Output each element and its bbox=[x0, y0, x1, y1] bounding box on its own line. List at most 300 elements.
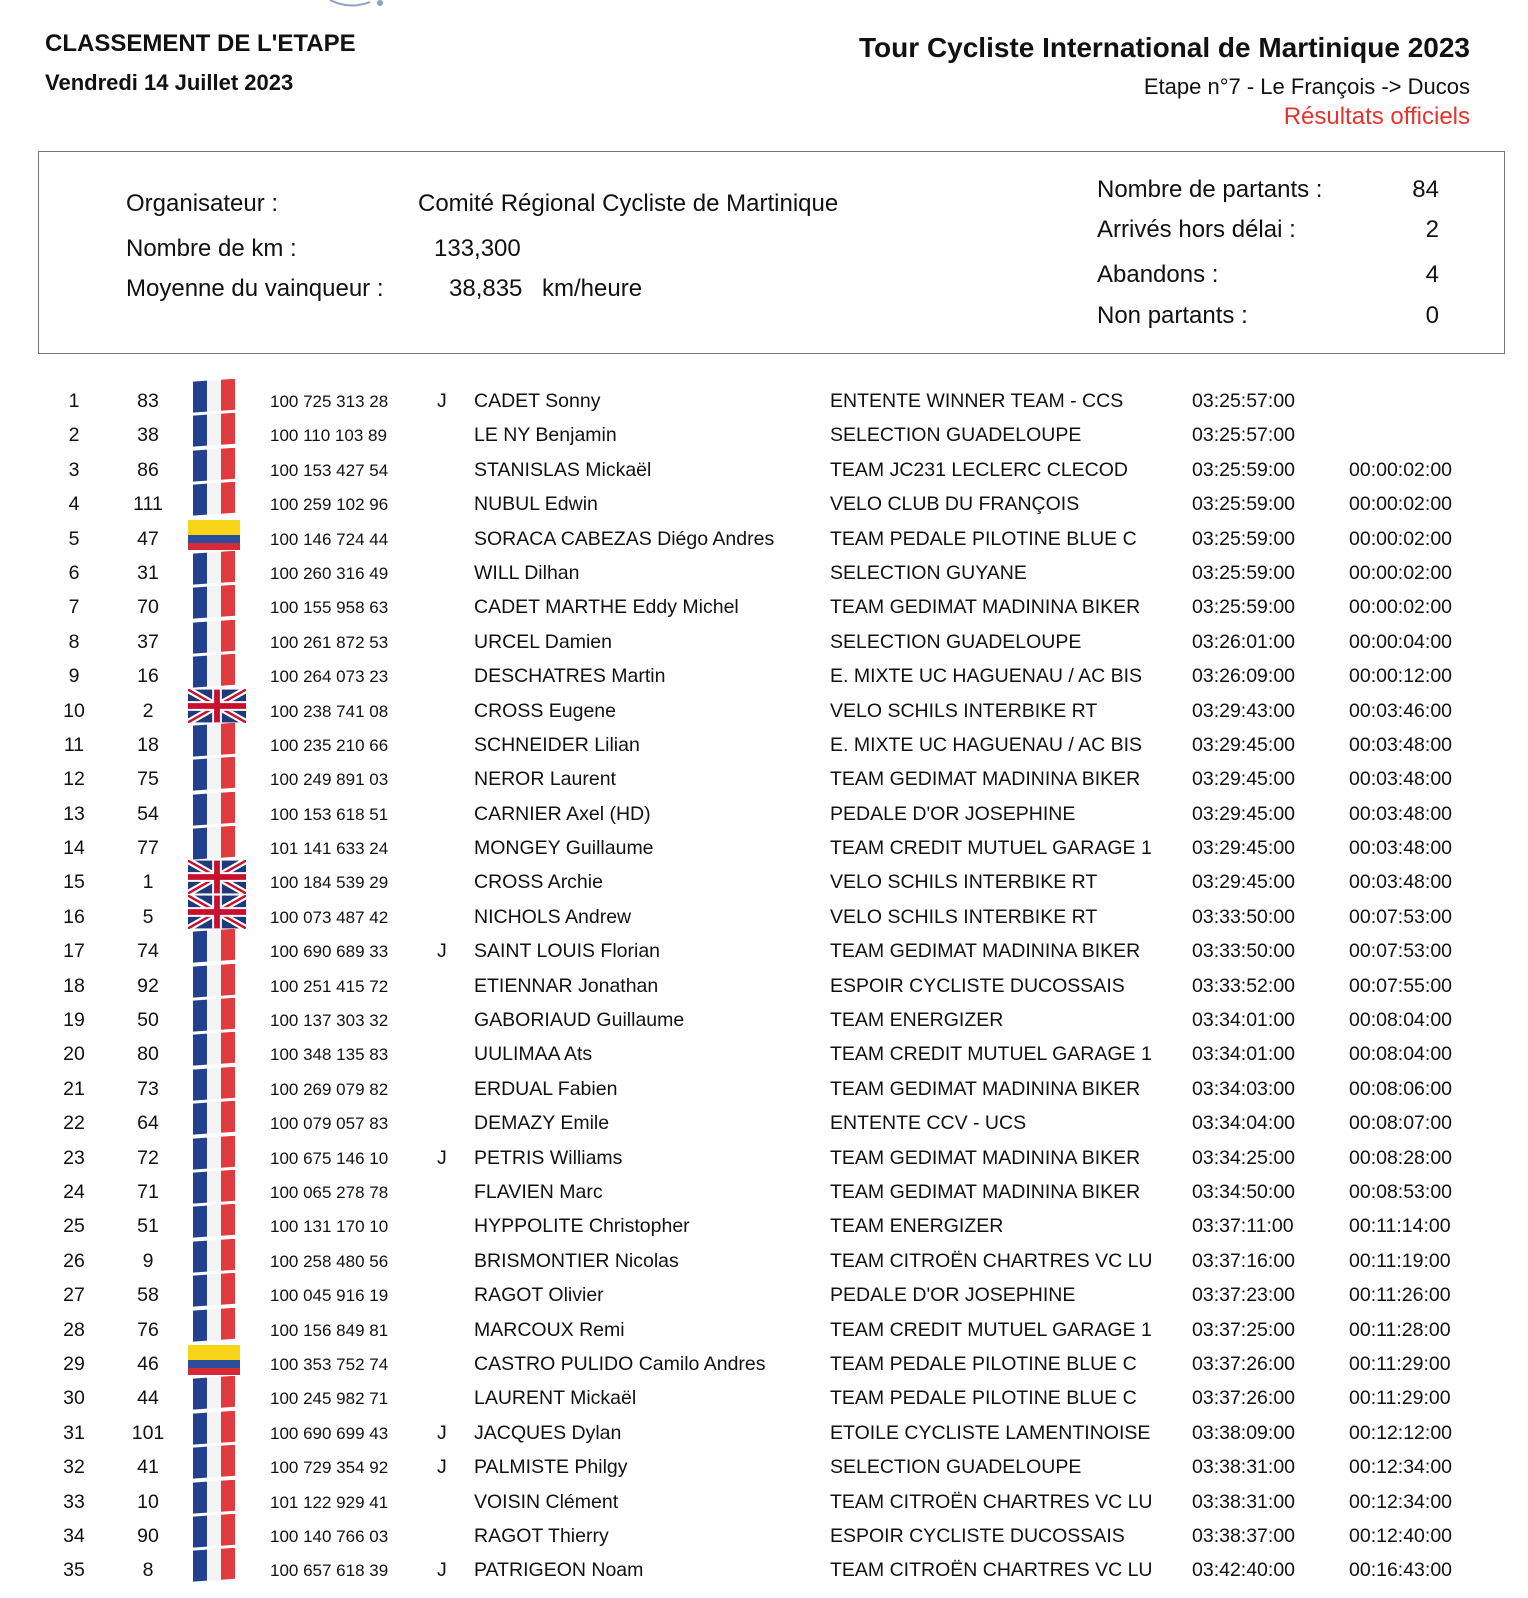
bib-cell: 80 bbox=[137, 1043, 159, 1066]
team-cell: VELO SCHILS INTERBIKE RT bbox=[830, 699, 1098, 722]
time-cell: 03:25:57:00 bbox=[1192, 390, 1296, 412]
time-cell: 03:34:04:00 bbox=[1192, 1112, 1296, 1135]
rider-name-cell: LAURENT Mickaël bbox=[474, 1387, 637, 1410]
flag-france-icon bbox=[188, 1204, 240, 1238]
team-cell: TEAM GEDIMAT MADININA BIKER bbox=[830, 940, 1141, 963]
rank-cell: 12 bbox=[63, 768, 85, 791]
flag-france-icon bbox=[188, 929, 240, 963]
flag-france-icon bbox=[188, 1239, 240, 1273]
bib-cell: 8 bbox=[142, 1559, 154, 1582]
license-cell: 100 045 916 19 bbox=[270, 1286, 389, 1306]
ranking-title: CLASSEMENT DE L'ETAPE bbox=[45, 30, 356, 57]
rider-name-cell: CROSS Archie bbox=[474, 871, 603, 894]
rank-cell: 9 bbox=[68, 665, 80, 688]
bib-cell: 18 bbox=[137, 733, 159, 756]
team-cell: SELECTION GUADELOUPE bbox=[830, 1456, 1082, 1479]
team-cell: ESPOIR CYCLISTE DUCOSSAIS bbox=[830, 1524, 1125, 1547]
rank-cell: 2 bbox=[68, 424, 80, 447]
bib-cell: 76 bbox=[137, 1318, 159, 1341]
flag-france-icon bbox=[188, 757, 240, 791]
bib-cell: 31 bbox=[137, 561, 159, 584]
bib-cell: 51 bbox=[137, 1215, 159, 1238]
rider-name-cell: MONGEY Guillaume bbox=[474, 837, 654, 860]
rider-name-cell: URCEL Damien bbox=[474, 630, 612, 653]
race-title: Tour Cycliste International de Martinique 2023 bbox=[859, 32, 1470, 63]
license-cell: 100 249 891 03 bbox=[270, 770, 389, 790]
gap-cell: 00:03:48:00 bbox=[1349, 871, 1453, 894]
gap-cell: 00:03:48:00 bbox=[1349, 768, 1453, 791]
gap-cell: 00:03:46:00 bbox=[1349, 699, 1453, 722]
rank-cell: 22 bbox=[63, 1112, 85, 1135]
rider-name-cell: NEROR Laurent bbox=[474, 768, 616, 791]
license-cell: 100 690 699 43 bbox=[270, 1423, 389, 1443]
flag-france-icon bbox=[188, 964, 240, 998]
rider-name-cell: RAGOT Olivier bbox=[474, 1284, 604, 1307]
time-cell: 03:33:50:00 bbox=[1192, 940, 1296, 963]
abandons-value: 4 bbox=[1425, 261, 1439, 288]
rank-cell: 8 bbox=[68, 630, 80, 653]
rank-cell: 25 bbox=[63, 1215, 85, 1238]
license-cell: 100 251 415 72 bbox=[270, 976, 389, 996]
team-cell: TEAM GEDIMAT MADININA BIKER bbox=[830, 1146, 1141, 1169]
rank-cell: 31 bbox=[63, 1421, 85, 1444]
rider-name-cell: DEMAZY Emile bbox=[474, 1112, 610, 1135]
rider-name-cell: SORACA CABEZAS Diégo Andres bbox=[474, 527, 775, 550]
time-cell: 03:25:59:00 bbox=[1192, 527, 1296, 550]
license-cell: 100 140 766 03 bbox=[270, 1526, 389, 1546]
stage-date: Vendredi 14 Juillet 2023 bbox=[45, 70, 294, 95]
time-cell: 03:34:50:00 bbox=[1192, 1180, 1296, 1203]
rank-cell: 4 bbox=[68, 493, 80, 516]
time-cell: 03:37:25:00 bbox=[1192, 1318, 1296, 1341]
gap-cell: 00:12:40:00 bbox=[1349, 1524, 1453, 1547]
team-cell: PEDALE D'OR JOSEPHINE bbox=[830, 1284, 1076, 1307]
gap-cell: 00:11:29:00 bbox=[1349, 1352, 1451, 1375]
bib-cell: 2 bbox=[142, 699, 154, 722]
gap-cell: 00:08:04:00 bbox=[1349, 1043, 1453, 1066]
rider-name-cell: PALMISTE Philgy bbox=[474, 1456, 628, 1479]
team-cell: TEAM ENERGIZER bbox=[830, 1009, 1004, 1032]
team-cell: TEAM CREDIT MUTUEL GARAGE 1 bbox=[830, 1318, 1152, 1341]
time-cell: 03:34:01:00 bbox=[1192, 1009, 1296, 1032]
flag-france-icon bbox=[188, 1032, 240, 1066]
team-cell: TEAM CITROËN CHARTRES VC LU bbox=[830, 1490, 1153, 1513]
license-cell: 100 131 170 10 bbox=[270, 1217, 389, 1237]
flag-france-icon bbox=[188, 620, 240, 654]
gap-cell: 00:11:14:00 bbox=[1349, 1215, 1451, 1238]
team-cell: TEAM CREDIT MUTUEL GARAGE 1 bbox=[830, 1043, 1152, 1066]
time-cell: 03:25:59:00 bbox=[1192, 493, 1296, 516]
gap-cell: 00:00:04:00 bbox=[1349, 630, 1453, 653]
starters-label: Nombre de partants : bbox=[1097, 176, 1323, 203]
flag-uk-icon bbox=[188, 689, 240, 723]
bib-cell: 77 bbox=[137, 837, 159, 860]
time-cell: 03:29:45:00 bbox=[1192, 837, 1296, 860]
bib-cell: 70 bbox=[137, 596, 159, 619]
flag-france-icon bbox=[188, 482, 240, 516]
gap-cell: 00:07:53:00 bbox=[1349, 940, 1453, 963]
team-cell: ETOILE CYCLISTE LAMENTINOISE bbox=[830, 1421, 1151, 1444]
starters-value: 84 bbox=[1412, 176, 1439, 203]
gap-cell: 00:12:12:00 bbox=[1349, 1421, 1453, 1444]
license-cell: 100 657 618 39 bbox=[270, 1561, 389, 1581]
time-cell: 03:38:37:00 bbox=[1192, 1524, 1296, 1547]
gap-cell: 00:11:29:00 bbox=[1349, 1387, 1451, 1410]
flag-france-icon bbox=[188, 1411, 240, 1445]
flag-france-icon bbox=[188, 1067, 240, 1101]
time-cell: 03:38:09:00 bbox=[1192, 1421, 1296, 1444]
bib-cell: 54 bbox=[137, 802, 159, 825]
gap-cell: 00:03:48:00 bbox=[1349, 802, 1453, 825]
team-cell: TEAM GEDIMAT MADININA BIKER bbox=[830, 1180, 1141, 1203]
gap-cell: 00:00:02:00 bbox=[1349, 596, 1453, 619]
rank-cell: 28 bbox=[63, 1318, 85, 1341]
flag-france-icon bbox=[188, 1170, 240, 1204]
rider-name-cell: ETIENNAR Jonathan bbox=[474, 974, 659, 997]
license-cell: 100 264 073 23 bbox=[270, 667, 389, 687]
flag-france-icon bbox=[188, 448, 240, 482]
license-cell: 100 725 313 28 bbox=[270, 392, 389, 411]
flag-france-icon bbox=[188, 1480, 240, 1514]
avg-speed-unit: km/heure bbox=[542, 275, 643, 302]
flag-uk-icon bbox=[188, 895, 240, 929]
rank-cell: 35 bbox=[63, 1559, 85, 1582]
license-cell: 100 259 102 96 bbox=[270, 495, 389, 515]
license-cell: 100 155 958 63 bbox=[270, 598, 389, 618]
rank-cell: 15 bbox=[63, 871, 85, 894]
non-starters-value: 0 bbox=[1425, 302, 1439, 329]
rank-cell: 23 bbox=[63, 1146, 85, 1169]
rider-name-cell: HYPPOLITE Christopher bbox=[474, 1215, 690, 1238]
rank-cell: 30 bbox=[63, 1387, 85, 1410]
time-cell: 03:25:57:00 bbox=[1192, 424, 1296, 447]
rider-name-cell: NICHOLS Andrew bbox=[474, 905, 632, 928]
gap-cell: 00:11:28:00 bbox=[1349, 1318, 1451, 1341]
license-cell: 100 156 849 81 bbox=[270, 1320, 389, 1340]
abandons-label: Abandons : bbox=[1097, 261, 1219, 288]
license-cell: 100 238 741 08 bbox=[270, 701, 389, 721]
event-logo bbox=[330, 0, 420, 8]
time-cell: 03:34:01:00 bbox=[1192, 1043, 1296, 1066]
license-cell: 100 184 539 29 bbox=[270, 873, 389, 893]
time-cell: 03:33:52:00 bbox=[1192, 974, 1296, 997]
team-cell: TEAM PEDALE PILOTINE BLUE C bbox=[830, 1352, 1137, 1375]
flag-france-icon bbox=[188, 723, 240, 757]
time-cell: 03:26:09:00 bbox=[1192, 665, 1296, 688]
rank-cell: 1 bbox=[68, 390, 80, 412]
rider-name-cell: SAINT LOUIS Florian bbox=[474, 940, 661, 963]
time-cell: 03:34:25:00 bbox=[1192, 1146, 1296, 1169]
bib-cell: 58 bbox=[137, 1284, 159, 1307]
team-cell: TEAM GEDIMAT MADININA BIKER bbox=[830, 596, 1141, 619]
license-cell: 100 073 487 42 bbox=[270, 907, 389, 927]
rider-name-cell: BRISMONTIER Nicolas bbox=[474, 1249, 679, 1272]
team-cell: E. MIXTE UC HAGUENAU / AC BIS bbox=[830, 733, 1143, 756]
bib-cell: 73 bbox=[137, 1077, 159, 1100]
time-cell: 03:42:40:00 bbox=[1192, 1559, 1296, 1582]
flag-france-icon bbox=[188, 1514, 240, 1548]
time-cell: 03:29:45:00 bbox=[1192, 871, 1296, 894]
team-cell: TEAM ENERGIZER bbox=[830, 1215, 1004, 1238]
time-cell: 03:37:23:00 bbox=[1192, 1284, 1296, 1307]
km-value: 133,300 bbox=[434, 235, 521, 262]
rider-name-cell: CROSS Eugene bbox=[474, 699, 616, 722]
team-cell: ESPOIR CYCLISTE DUCOSSAIS bbox=[830, 974, 1125, 997]
time-cell: 03:29:45:00 bbox=[1192, 733, 1296, 756]
gap-cell: 00:08:53:00 bbox=[1349, 1180, 1453, 1203]
bib-cell: 41 bbox=[137, 1456, 159, 1479]
rider-name-cell: MARCOUX Remi bbox=[474, 1318, 625, 1341]
license-cell: 100 153 618 51 bbox=[270, 804, 389, 824]
team-cell: SELECTION GUYANE bbox=[830, 561, 1027, 584]
license-cell: 100 110 103 89 bbox=[270, 426, 387, 446]
flag-france-icon bbox=[188, 1308, 240, 1342]
team-cell: PEDALE D'OR JOSEPHINE bbox=[830, 802, 1076, 825]
team-cell: VELO CLUB DU FRANÇOIS bbox=[830, 493, 1080, 516]
rank-cell: 24 bbox=[63, 1180, 85, 1203]
license-cell: 100 258 480 56 bbox=[270, 1251, 389, 1271]
time-cell: 03:37:11:00 bbox=[1192, 1215, 1294, 1238]
team-cell: SELECTION GUADELOUPE bbox=[830, 630, 1082, 653]
flag-france-icon bbox=[188, 1101, 240, 1135]
rank-cell: 21 bbox=[63, 1077, 85, 1100]
gap-cell: 00:00:02:00 bbox=[1349, 527, 1453, 550]
time-cell: 03:25:59:00 bbox=[1192, 561, 1296, 584]
rider-name-cell: DESCHATRES Martin bbox=[474, 665, 666, 688]
license-cell: 101 122 929 41 bbox=[270, 1492, 389, 1512]
rank-cell: 16 bbox=[63, 905, 85, 928]
rider-name-cell: SCHNEIDER Lilian bbox=[474, 733, 640, 756]
bib-cell: 44 bbox=[137, 1387, 159, 1410]
junior-cell: J bbox=[437, 940, 447, 963]
junior-cell: J bbox=[437, 1146, 447, 1169]
team-cell: ENTENTE WINNER TEAM - CCS bbox=[830, 390, 1124, 412]
flag-france-icon bbox=[188, 413, 240, 447]
table-row bbox=[0, 1554, 1528, 1588]
rider-name-cell: CADET Sonny bbox=[474, 390, 601, 412]
team-cell: TEAM CITROËN CHARTRES VC LU bbox=[830, 1249, 1153, 1272]
gap-cell: 00:12:34:00 bbox=[1349, 1490, 1453, 1513]
junior-cell: J bbox=[437, 1421, 447, 1444]
bib-cell: 90 bbox=[137, 1524, 159, 1547]
rank-cell: 18 bbox=[63, 974, 85, 997]
license-cell: 100 353 752 74 bbox=[270, 1354, 389, 1374]
late-arrivals-value: 2 bbox=[1425, 216, 1439, 243]
gap-cell: 00:07:53:00 bbox=[1349, 905, 1453, 928]
bib-cell: 92 bbox=[137, 974, 159, 997]
stage-info-box bbox=[38, 151, 1505, 354]
flag-france-icon bbox=[188, 1136, 240, 1170]
flag-france-icon bbox=[188, 792, 240, 826]
flag-france-icon bbox=[188, 1273, 240, 1307]
flag-france-icon bbox=[188, 379, 240, 413]
license-cell: 100 079 057 83 bbox=[270, 1114, 389, 1134]
team-cell: VELO SCHILS INTERBIKE RT bbox=[830, 905, 1098, 928]
rider-name-cell: PETRIS Williams bbox=[474, 1146, 623, 1169]
flag-france-icon bbox=[188, 1548, 240, 1582]
rider-name-cell: GABORIAUD Guillaume bbox=[474, 1009, 685, 1032]
flag-colombia-icon bbox=[188, 517, 240, 551]
license-cell: 100 675 146 10 bbox=[270, 1148, 389, 1168]
license-cell: 100 690 689 33 bbox=[270, 942, 389, 962]
gap-cell: 00:08:06:00 bbox=[1349, 1077, 1453, 1100]
rider-name-cell: LE NY Benjamin bbox=[474, 424, 617, 447]
results-status: Résultats officiels bbox=[1283, 103, 1470, 130]
rider-name-cell: STANISLAS Mickaël bbox=[474, 458, 652, 481]
rider-name-cell: FLAVIEN Marc bbox=[474, 1180, 603, 1203]
gap-cell: 00:16:43:00 bbox=[1349, 1559, 1453, 1582]
rider-name-cell: VOISIN Clément bbox=[474, 1490, 619, 1513]
non-starters-label: Non partants : bbox=[1097, 302, 1248, 329]
rank-cell: 6 bbox=[68, 561, 80, 584]
license-cell: 100 729 354 92 bbox=[270, 1458, 389, 1478]
time-cell: 03:26:01:00 bbox=[1192, 630, 1296, 653]
bib-cell: 64 bbox=[137, 1112, 159, 1135]
license-cell: 100 348 135 83 bbox=[270, 1045, 389, 1065]
team-cell: TEAM GEDIMAT MADININA BIKER bbox=[830, 768, 1141, 791]
rider-name-cell: CASTRO PULIDO Camilo Andres bbox=[474, 1352, 766, 1375]
flag-france-icon bbox=[188, 826, 240, 860]
team-cell: VELO SCHILS INTERBIKE RT bbox=[830, 871, 1098, 894]
time-cell: 03:37:16:00 bbox=[1192, 1249, 1296, 1272]
organizer-value: Comité Régional Cycliste de Martinique bbox=[418, 190, 839, 217]
time-cell: 03:29:43:00 bbox=[1192, 699, 1296, 722]
rank-cell: 17 bbox=[63, 940, 85, 963]
rank-cell: 3 bbox=[68, 458, 80, 481]
rank-cell: 34 bbox=[63, 1524, 85, 1547]
rank-cell: 20 bbox=[63, 1043, 85, 1066]
rider-name-cell: NUBUL Edwin bbox=[474, 493, 598, 516]
rank-cell: 11 bbox=[63, 733, 85, 756]
gap-cell: 00:00:02:00 bbox=[1349, 493, 1453, 516]
avg-speed-value: 38,835 bbox=[449, 275, 523, 302]
gap-cell: 00:11:19:00 bbox=[1349, 1249, 1451, 1272]
license-cell: 100 261 872 53 bbox=[270, 632, 389, 652]
time-cell: 03:37:26:00 bbox=[1192, 1352, 1296, 1375]
gap-cell: 00:08:04:00 bbox=[1349, 1009, 1453, 1032]
km-label: Nombre de km : bbox=[126, 235, 297, 262]
junior-cell: J bbox=[437, 1559, 447, 1582]
bib-cell: 71 bbox=[137, 1180, 159, 1203]
bib-cell: 37 bbox=[137, 630, 159, 653]
flag-france-icon bbox=[188, 1445, 240, 1479]
time-cell: 03:25:59:00 bbox=[1192, 596, 1296, 619]
rider-name-cell: CARNIER Axel (HD) bbox=[474, 802, 651, 825]
team-cell: TEAM PEDALE PILOTINE BLUE C bbox=[830, 527, 1137, 550]
flag-france-icon bbox=[188, 654, 240, 688]
team-cell: TEAM CITROËN CHARTRES VC LU bbox=[830, 1559, 1153, 1582]
rank-cell: 29 bbox=[63, 1352, 85, 1375]
license-cell: 100 153 427 54 bbox=[270, 460, 389, 480]
bib-cell: 46 bbox=[137, 1352, 159, 1375]
bib-cell: 50 bbox=[137, 1009, 159, 1032]
team-cell: TEAM GEDIMAT MADININA BIKER bbox=[830, 1077, 1141, 1100]
organizer-label: Organisateur : bbox=[126, 190, 279, 217]
rank-cell: 33 bbox=[63, 1490, 85, 1513]
license-cell: 100 235 210 66 bbox=[270, 735, 389, 755]
license-cell: 100 245 982 71 bbox=[270, 1389, 389, 1409]
junior-cell: J bbox=[437, 1456, 447, 1479]
late-arrivals-label: Arrivés hors délai : bbox=[1097, 216, 1296, 243]
flag-uk-icon bbox=[188, 860, 240, 894]
bib-cell: 72 bbox=[137, 1146, 159, 1169]
flag-france-icon bbox=[188, 585, 240, 619]
bib-cell: 5 bbox=[142, 905, 154, 928]
gap-cell: 00:00:12:00 bbox=[1349, 665, 1453, 688]
bib-cell: 1 bbox=[142, 871, 154, 894]
time-cell: 03:37:26:00 bbox=[1192, 1387, 1296, 1410]
time-cell: 03:29:45:00 bbox=[1192, 768, 1296, 791]
time-cell: 03:38:31:00 bbox=[1192, 1490, 1296, 1513]
bib-cell: 47 bbox=[137, 527, 159, 550]
license-cell: 101 141 633 24 bbox=[270, 839, 389, 859]
rank-cell: 7 bbox=[68, 596, 80, 619]
rider-name-cell: PATRIGEON Noam bbox=[474, 1559, 644, 1582]
gap-cell: 00:00:02:00 bbox=[1349, 458, 1453, 481]
team-cell: SELECTION GUADELOUPE bbox=[830, 424, 1082, 447]
gap-cell: 00:08:28:00 bbox=[1349, 1146, 1453, 1169]
time-cell: 03:25:59:00 bbox=[1192, 458, 1296, 481]
rank-cell: 14 bbox=[63, 837, 85, 860]
time-cell: 03:29:45:00 bbox=[1192, 802, 1296, 825]
avg-speed-label: Moyenne du vainqueur : bbox=[126, 275, 384, 302]
bib-cell: 83 bbox=[137, 390, 159, 412]
flag-france-icon bbox=[188, 1376, 240, 1410]
team-cell: TEAM JC231 LECLERC CLECOD bbox=[830, 458, 1129, 481]
bib-cell: 38 bbox=[137, 424, 159, 447]
bib-cell: 74 bbox=[137, 940, 159, 963]
team-cell: TEAM CREDIT MUTUEL GARAGE 1 bbox=[830, 837, 1152, 860]
flag-france-icon bbox=[188, 551, 240, 585]
results-table bbox=[0, 385, 1528, 1589]
flag-colombia-icon bbox=[188, 1342, 240, 1376]
team-cell: ENTENTE CCV - UCS bbox=[830, 1112, 1027, 1135]
time-cell: 03:38:31:00 bbox=[1192, 1456, 1296, 1479]
gap-cell: 00:00:02:00 bbox=[1349, 561, 1453, 584]
rank-cell: 19 bbox=[63, 1009, 85, 1032]
license-cell: 100 065 278 78 bbox=[270, 1182, 389, 1202]
gap-cell: 00:11:26:00 bbox=[1349, 1284, 1451, 1307]
bib-cell: 111 bbox=[133, 493, 163, 516]
bib-cell: 9 bbox=[142, 1249, 154, 1272]
rank-cell: 32 bbox=[63, 1456, 85, 1479]
gap-cell: 00:03:48:00 bbox=[1349, 733, 1453, 756]
flag-france-icon bbox=[188, 998, 240, 1032]
rank-cell: 26 bbox=[63, 1249, 85, 1272]
bib-cell: 16 bbox=[137, 665, 159, 688]
time-cell: 03:34:03:00 bbox=[1192, 1077, 1296, 1100]
rank-cell: 10 bbox=[63, 699, 85, 722]
bib-cell: 86 bbox=[137, 458, 159, 481]
rank-cell: 13 bbox=[63, 802, 85, 825]
team-cell: TEAM PEDALE PILOTINE BLUE C bbox=[830, 1387, 1137, 1410]
bib-cell: 75 bbox=[137, 768, 159, 791]
gap-cell: 00:12:34:00 bbox=[1349, 1456, 1453, 1479]
license-cell: 100 269 079 82 bbox=[270, 1079, 389, 1099]
rider-name-cell: RAGOT Thierry bbox=[474, 1524, 609, 1547]
junior-cell: J bbox=[437, 390, 447, 412]
rider-name-cell: CADET MARTHE Eddy Michel bbox=[474, 596, 739, 619]
time-cell: 03:33:50:00 bbox=[1192, 905, 1296, 928]
license-cell: 100 146 724 44 bbox=[270, 529, 389, 549]
bib-cell: 10 bbox=[137, 1490, 159, 1513]
rider-name-cell: JACQUES Dylan bbox=[474, 1421, 622, 1444]
gap-cell: 00:08:07:00 bbox=[1349, 1112, 1453, 1135]
gap-cell: 00:03:48:00 bbox=[1349, 837, 1453, 860]
gap-cell: 00:07:55:00 bbox=[1349, 974, 1453, 997]
bib-cell: 101 bbox=[131, 1421, 165, 1444]
rider-name-cell: ERDUAL Fabien bbox=[474, 1077, 618, 1100]
